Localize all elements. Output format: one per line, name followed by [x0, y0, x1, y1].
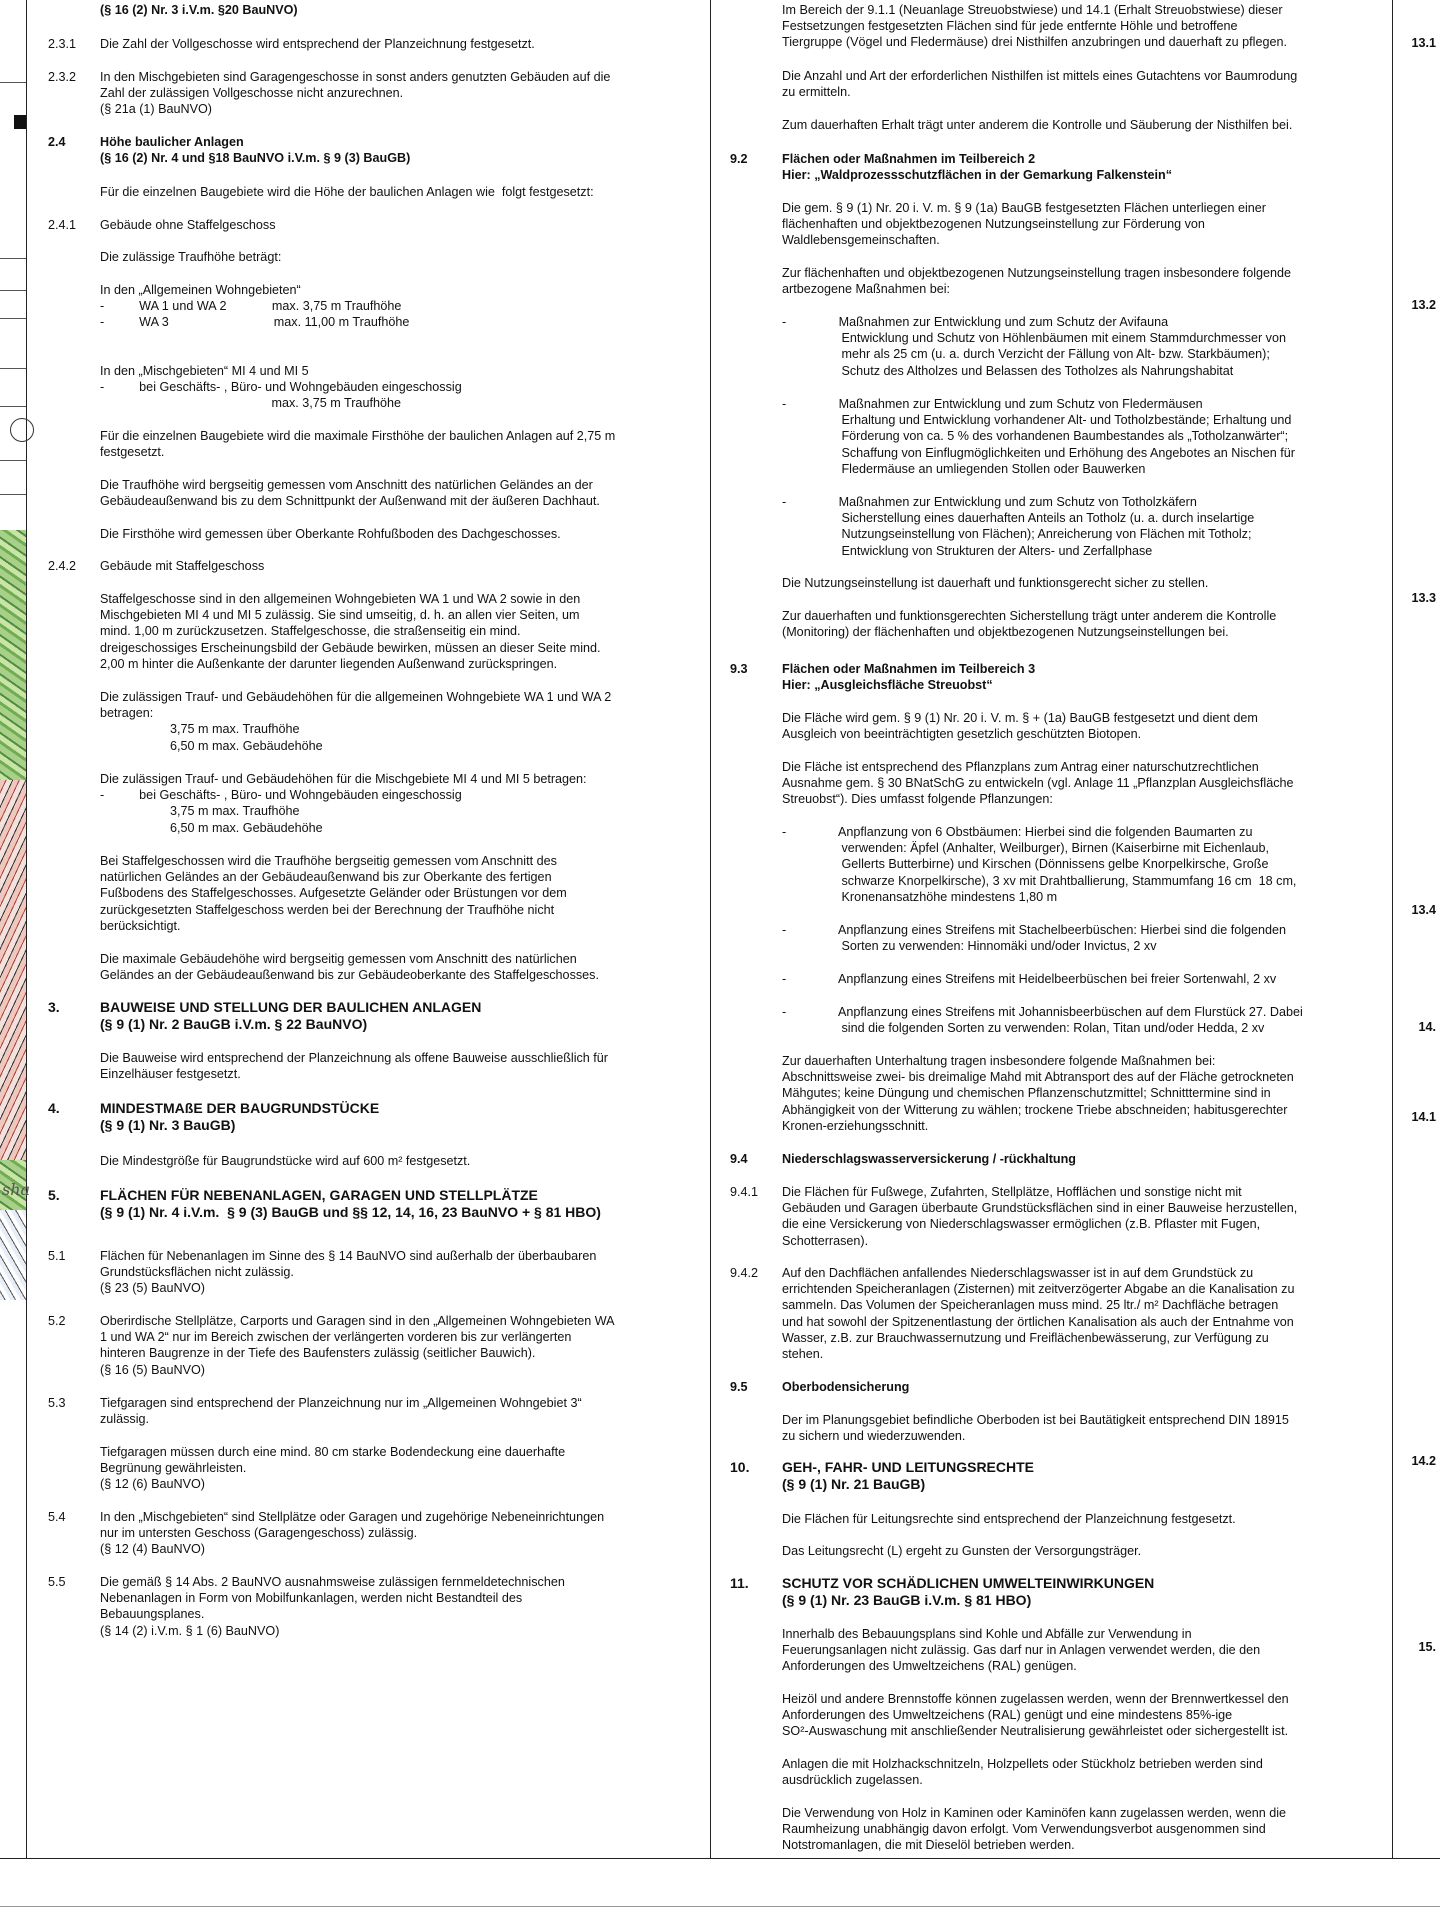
paragraph-text: Gebäude mit Staffelgeschoss [100, 559, 265, 573]
paragraph-text: In den „Mischgebieten“ MI 4 und MI 5 - bei Geschäfts- , Büro- und Wohngebäuden eingeschossig max. 3,75 m Traufhöhe [100, 364, 462, 411]
paragraph-text: Die maximale Gebäudehöhe wird bergseitig gemessen vom Anschnitt des natürlichen Geländes an der Gebäudeaußenwand bis zur Gebäudeoberkante des Staffelgeschosses. [100, 952, 599, 983]
paragraph-text: - Anpflanzung eines Streifens mit Heidelbeerbüschen bei freier Sortenwahl, 2 xv [782, 972, 1277, 986]
paragraph-text: Gebäude ohne Staffelgeschoss [100, 218, 276, 232]
paragraph-text: Die Zahl der Vollgeschosse wird entsprechend der Planzeichnung festgesetzt. [100, 37, 535, 51]
edge-section-number: 13.4 [1411, 903, 1436, 917]
paragraph-text: Die Nutzungseinstellung ist dauerhaft und funktionsgerecht sicher zu stellen. [782, 576, 1209, 590]
map-line [0, 368, 26, 369]
paragraph-text: Flächen für Nebenanlagen im Sinne des § 14 BauNVO sind außerhalb der überbaubaren Grundstücksflächen nicht zulässig. (§ 23 (5) BauNVO) [100, 1249, 597, 1296]
paragraph-text: Die Fläche wird gem. § 9 (1) Nr. 20 i. V. m. § + (1a) BauGB festgesetzt und dient dem Ausgleich von beeinträchtigten gesetzlich geschützten Biotopen. [782, 711, 1258, 742]
paragraph-text: In den Mischgebieten sind Garagengeschosse in sonst anders genutzten Gebäuden auf die Zahl der zulässigen Vollgeschosse nicht anzurechnen. (§ 21a (1) BauNVO) [100, 70, 611, 117]
edge-section-number: 14.2 [1411, 1454, 1436, 1468]
paragraph-text: Die zulässige Traufhöhe beträgt: [100, 250, 282, 264]
paragraph-text: GEH-, FAHR- UND LEITUNGSRECHTE (§ 9 (1) Nr. 21 BauGB) [782, 1459, 1034, 1492]
paragraph-text: Anlagen die mit Holzhackschnitzeln, Holzpellets oder Stückholz betrieben werden sind ausdrücklich zugelassen. [782, 1757, 1263, 1788]
paragraph-text: - Anpflanzung von 6 Obstbäumen: Hierbei sind die folgenden Baumarten zu verwenden: Äpfel (Anhalter, Weilburger), Birnen (Kaiserbirne mit Eichenlaub, Gellerts Butterbirne) und Kirschen (Dönnissens gelbe Knorpelkirsche, Große schwarze Knorpelkirsche), 3 xv mit Drahtballierung, Stammumfang 16 cm 18 cm, Kronenansatzhöhe mindestens 1,80 m [782, 825, 1297, 904]
paragraph-text: Niederschlagswasserversickerung / -rückhaltung [782, 1152, 1076, 1166]
paragraph-text: Die zulässigen Trauf- und Gebäudehöhen für die allgemeinen Wohngebiete WA 1 und WA 2 betragen: 3,75 m max. Traufhöhe 6,50 m max. Gebäudehöhe [100, 690, 612, 753]
paragraph-text: Oberbodensicherung [782, 1380, 910, 1394]
paragraph-text: Das Leitungsrecht (L) ergeht zu Gunsten der Versorgungsträger. [782, 1544, 1142, 1558]
section-number: 2.4 [48, 135, 66, 149]
section-number: 5.4 [48, 1510, 66, 1524]
paragraph-text: Staffelgeschosse sind in den allgemeinen Wohngebieten WA 1 und WA 2 sowie in den Mischgebieten MI 4 und MI 5 zulässig. Sie sind umseitig, d. h. an allen vier Seiten, um mind. 1,00 m zurückzusetzen. Staffelgeschosse, die straßenseitig ein mind. dreigeschossiges Erscheinungsbild der Gebäude bewirken, müssen an dieser Seite mind. 2,00 m hinter die Außenkante der darunter liegenden Außenwand zurückspringen. [100, 592, 601, 671]
section-number: 5.2 [48, 1314, 66, 1328]
map-strip [0, 0, 31, 1858]
paragraph-text: Die Firsthöhe wird gemessen über Oberkante Rohfußboden des Dachgeschosses. [100, 527, 561, 541]
map-lower-area [0, 1210, 26, 1300]
section-number: 9.2 [730, 152, 748, 166]
paragraph-text: Innerhalb des Bebauungsplans sind Kohle und Abfälle zur Verwendung in Feuerungsanlagen nicht zulässig. Gas darf nur in Anlagen verwendet werden, die den Anforderungen des Umweltzeichens (RAL) genügen. [782, 1627, 1261, 1674]
column-divider [710, 0, 711, 1858]
paragraph-text: In den „Mischgebieten“ sind Stellplätze oder Garagen und zugehörige Nebeneinrichtungen nur im untersten Geschoss (Garagengeschoss) zulässig. (§ 12 (4) BauNVO) [100, 1510, 605, 1557]
section-number: 5.5 [48, 1575, 66, 1589]
map-white-area [0, 0, 26, 530]
paragraph-text: Die Bauweise wird entsprechend der Planzeichnung als offene Bauweise ausschließlich für Einzelhäuser festgesetzt. [100, 1051, 609, 1082]
paragraph-text: Zur dauerhaften und funktionsgerechten Sicherstellung trägt unter anderem die Kontrolle (Monitoring) der flächenhaften und objektbezogenen Nutzungseinstellungen bei. [782, 609, 1277, 640]
section-number: 10. [730, 1459, 750, 1475]
page-bottom-rule [0, 1906, 1440, 1907]
paragraph-text: Höhe baulicher Anlagen (§ 16 (2) Nr. 4 und §18 BauNVO i.V.m. § 9 (3) BauGB) [100, 135, 411, 166]
map-line [0, 460, 26, 461]
bottom-rule [0, 1858, 1440, 1859]
paragraph-text: Im Bereich der 9.1.1 (Neuanlage Streuobstwiese) und 14.1 (Erhalt Streuobstwiese) dieser Festsetzungen festgesetzten Flächen sind für jede entfernte Höhle und betroffene Tiergruppe (Vögel und Fledermäuse) drei Nisthilfen anzubringen und dauerhaft zu pflegen. [782, 3, 1287, 50]
paragraph-text: MINDESTMAßE DER BAUGRUNDSTÜCKE (§ 9 (1) Nr. 3 BauGB) [100, 1100, 380, 1133]
paragraph-text: Die Flächen für Fußwege, Zufahrten, Stellplätze, Hofflächen und sonstige nicht mit Gebäuden und Garagen überbaute Grundstücksflächen sind in einer Bauweise herzustellen, die eine Versickerung von Niederschlagswasser ermöglichen (z.B. Pflaster mit Fugen, Schotterrasen). [782, 1185, 1298, 1248]
paragraph-text: Zur dauerhaften Unterhaltung tragen insbesondere folgende Maßnahmen bei: Abschnittsweise zwei- bis dreimalige Mahd mit Abtransport des auf der Fläche getrockneten Mähgutes; keine Düngung und chemischen Pflanzenschutzmittel; Schnitttermine sind in Abhängigkeit von der Witterung zu wählen; trockene Triebe abschneiden; habitusgerechter Kronen-erziehungsschnitt. [782, 1054, 1294, 1133]
map-line [0, 290, 26, 291]
paragraph-text: Die gem. § 9 (1) Nr. 20 i. V. m. § 9 (1a) BauGB festgesetzten Flächen unterliegen einer flächenhaften und objektbezogenen Nutzungseinstellung zur Förderung von Waldlebensgemeinschaften. [782, 201, 1266, 248]
paragraph-text: Die Traufhöhe wird bergseitig gemessen vom Anschnitt des natürlichen Geländes an der Gebäudeaußenwand bis zu dem Schnittpunkt der Außenwand mit der äußeren Dachhaut. [100, 478, 600, 509]
paragraph-text: - Maßnahmen zur Entwicklung und zum Schutz der Avifauna Entwicklung und Schutz von Höhlenbäumen mit einem Stammdurchmesser von mehr als 25 cm (u. a. durch Verzicht der Fällung von Alt- bzw. Starkbäumen); Schutz des Altholzes und Belassen des Totholzes als Nahrungshabitat [782, 315, 1286, 378]
map-urban-area [0, 780, 26, 1160]
map-line [0, 318, 26, 319]
map-white-area-bottom [0, 1300, 26, 1858]
section-number: 9.4.1 [730, 1185, 759, 1199]
map-line [0, 494, 26, 495]
paragraph-text: Der im Planungsgebiet befindliche Oberboden ist bei Bautätigkeit entsprechend DIN 18915 zu sichern und wiederzuwenden. [782, 1413, 1289, 1444]
map-black-mark [14, 115, 26, 129]
section-number: 9.4 [730, 1152, 748, 1166]
paragraph-text: BAUWEISE UND STELLUNG DER BAULICHEN ANLAGEN (§ 9 (1) Nr. 2 BauGB i.V.m. § 22 BauNVO) [100, 999, 482, 1032]
section-number: 2.3.1 [48, 37, 77, 51]
section-number: 2.4.2 [48, 559, 77, 573]
edge-section-number: 14. [1418, 1020, 1436, 1034]
paragraph-text: Die Verwendung von Holz in Kaminen oder Kaminöfen kann zugelassen werden, wenn die Raumheizung unabhängig davon erfolgt. Vom Verwendungsverbot ausgenommen sind Notstromanlagen, die mit Dieselöl betrieben werden. [782, 1806, 1287, 1853]
section-number: 2.4.1 [48, 218, 77, 232]
paragraph-text: FLÄCHEN FÜR NEBENANLAGEN, GARAGEN UND STELLPLÄTZE (§ 9 (1) Nr. 4 i.V.m. § 9 (3) BauGB und §§ 12, 14, 16, 23 BauNVO + § 81 HBO) [100, 1187, 601, 1220]
paragraph-text: Heizöl und andere Brennstoffe können zugelassen werden, wenn der Brennwertkessel den Anforderungen des Umweltzeichens (RAL) genügt und eine mindestens 85%-ige SO²-Auswaschung mit anschließender Neutralisierung gewährleistet oder sichergestellt ist. [782, 1692, 1289, 1739]
paragraph-text: Die gemäß § 14 Abs. 2 BauNVO ausnahmsweise zulässigen fernmeldetechnischen Nebenanlagen in Form von Mobilfunkanlagen, werden nicht Bestandteil des Bebauungsplanes. (§ 14 (2) i.V.m. § 1 (6) BauNVO) [100, 1575, 565, 1638]
paragraph-text: Die Fläche ist entsprechend des Pflanzplans zum Antrag einer naturschutzrechtlichen Ausnahme gem. § 30 BNatSchG zu entwickeln (vgl. Anlage 11 „Pflanzplan Ausgleichsfläche Streuobst“). Dies umfasst folgende Pflanzungen: [782, 760, 1294, 807]
paragraph-text: Für die einzelnen Baugebiete wird die maximale Firsthöhe der baulichen Anlagen auf 2,75 m festgesetzt. [100, 429, 616, 460]
paragraph-text: Flächen oder Maßnahmen im Teilbereich 2 Hier: „Waldprozessschutzflächen in der Gemarkung Falkenstein“ [782, 152, 1173, 183]
section-number: 2.3.2 [48, 70, 77, 84]
section-number: 9.5 [730, 1380, 748, 1394]
paragraph-text: Die zulässigen Trauf- und Gebäudehöhen für die Mischgebiete MI 4 und MI 5 betragen: - bei Geschäfts- , Büro- und Wohngebäuden eingeschossig 3,75 m max. Traufhöhe 6,50 m max. Gebäudehöhe [100, 772, 587, 835]
edge-section-number: 14.1 [1411, 1110, 1436, 1124]
section-number: 9.4.2 [730, 1266, 759, 1280]
section-number: 5. [48, 1187, 60, 1203]
map-line [0, 258, 26, 259]
paragraph-text: Die Mindestgröße für Baugrundstücke wird auf 600 m² festgesetzt. [100, 1154, 471, 1168]
paragraph-text: Für die einzelnen Baugebiete wird die Höhe der baulichen Anlagen wie folgt festgesetzt: [100, 185, 594, 199]
paragraph-text: Zum dauerhaften Erhalt trägt unter anderem die Kontrolle und Säuberung der Nisthilfen bei. [782, 118, 1293, 132]
section-number: 5.3 [48, 1396, 66, 1410]
section-number: 9.3 [730, 662, 748, 676]
section-number: 11. [730, 1575, 749, 1591]
paragraph-text: - Anpflanzung eines Streifens mit Stachelbeerbüschen: Hierbei sind die folgenden Sorten zu verwenden: Hinnomäki und/oder Invictus, 2 xv [782, 923, 1287, 954]
paragraph-text: Die Flächen für Leitungsrechte sind entsprechend der Planzeichnung festgesetzt. [782, 1512, 1236, 1526]
map-line [0, 82, 26, 83]
edge-section-number: 13.2 [1411, 298, 1436, 312]
section-number: 4. [48, 1100, 60, 1116]
paragraph-text: In den „Allgemeinen Wohngebieten“ - WA 1 und WA 2 max. 3,75 m Traufhöhe - WA 3 max. 11,00 m Traufhöhe [100, 283, 410, 330]
paragraph-text: - Maßnahmen zur Entwicklung und zum Schutz von Fledermäusen Erhaltung und Entwicklung vorhandener Alt- und Totholzbestände; Erhaltung und Förderung von ca. 5 % des vorhandenen Baumbestandes als „Totholzanwärter“; Schaffung von Einflugmöglichkeiten und Erhöhung des Angebotes an Nischen für Fledermäuse an umliegenden Stollen oder Bauwerken [782, 397, 1295, 476]
map-line [0, 406, 26, 407]
edge-section-number: 15. [1418, 1640, 1436, 1654]
paragraph-text: - Maßnahmen zur Entwicklung und zum Schutz von Totholzkäfern Sicherstellung eines dauerhaften Anteils an Totholz (u. a. durch inselartige Nutzungseinstellung von Flächen); Anreicherung von Flächen mit Totholz; Entwicklung von Strukturen der Alters- und Zerfallphase [782, 495, 1255, 558]
paragraph-text: Oberirdische Stellplätze, Carports und Garagen sind in den „Allgemeinen Wohngebieten WA 1 und WA 2“ nur im Bereich zwischen der verlängerten vorderen bis zur verlängerten hinteren Baugrenze in der Tiefe des Baufensters zulässig (seitlicher Bauwich). (§ 16 (5) BauNVO) [100, 1314, 615, 1377]
paragraph-text: Bei Staffelgeschossen wird die Traufhöhe bergseitig gemessen vom Anschnitt des natürlichen Geländes an der Gebäudeaußenwand bis zur Oberkante des fertigen Fußbodens des Staffelgeschosses. Aufgesetzte Geländer oder Brüstungen vor dem zurückgesetzten Staffelgeschoss werden bei der Berechnung der Traufhöhe nicht berücksichtigt. [100, 854, 567, 933]
edge-section-number: 13.3 [1411, 591, 1436, 605]
column-divider-right [1392, 0, 1393, 1858]
section-number: 5.1 [48, 1249, 66, 1263]
paragraph-text: Auf den Dachflächen anfallendes Niederschlagswasser ist in auf dem Grundstück zu errichtenden Speicheranlagen (Zisternen) mit zeitverzögerter Abgabe an die Kanalisation zu sammeln. Das Volumen der Speicheranlagen muss mind. 25 ltr./ m² Dachfläche betragen und hat sowohl der Spitzenentlastung der örtlichen Kanalisation als auch der Entnahme von Wasser, z.B. zur Brauchwassernutzung und Freiflächenbewässerung, zur Verfügung zu stehen. [782, 1266, 1295, 1362]
paragraph-text: SCHUTZ VOR SCHÄDLICHEN UMWELTEINWIRKUNGEN (§ 9 (1) Nr. 23 BauGB i.V.m. § 81 HBO) [782, 1575, 1155, 1608]
paragraph-text: Zur flächenhaften und objektbezogenen Nutzungseinstellung tragen insbesondere folgende artbezogene Maßnahmen bei: [782, 266, 1292, 297]
map-symbol-icon [10, 418, 34, 442]
paragraph-text: - Anpflanzung eines Streifens mit Johannisbeerbüschen auf dem Flurstück 27. Dabei sind die folgenden Sorten zu verwenden: Rolan, Titan und/oder Hedda, 2 xv [782, 1005, 1303, 1036]
paragraph-text: Tiefgaragen müssen durch eine mind. 80 cm starke Bodendeckung eine dauerhafte Begrünung gewährleisten. (§ 12 (6) BauNVO) [100, 1445, 566, 1492]
paragraph-text: Die Anzahl und Art der erforderlichen Nisthilfen ist mittels eines Gutachtens vor Baumrodung zu ermitteln. [782, 69, 1298, 100]
paragraph-text: Tiefgaragen sind entsprechend der Planzeichnung nur im „Allgemeinen Wohngebiet 3“ zulässig. [100, 1396, 582, 1427]
map-label: sha [2, 1180, 31, 1199]
paragraph-text: Flächen oder Maßnahmen im Teilbereich 3 Hier: „Ausgleichsfläche Streuobst“ [782, 662, 1036, 693]
edge-section-number: 13.1 [1411, 36, 1436, 50]
paragraph-text: (§ 16 (2) Nr. 3 i.V.m. §20 BauNVO) [100, 3, 298, 17]
section-number: 3. [48, 999, 60, 1015]
